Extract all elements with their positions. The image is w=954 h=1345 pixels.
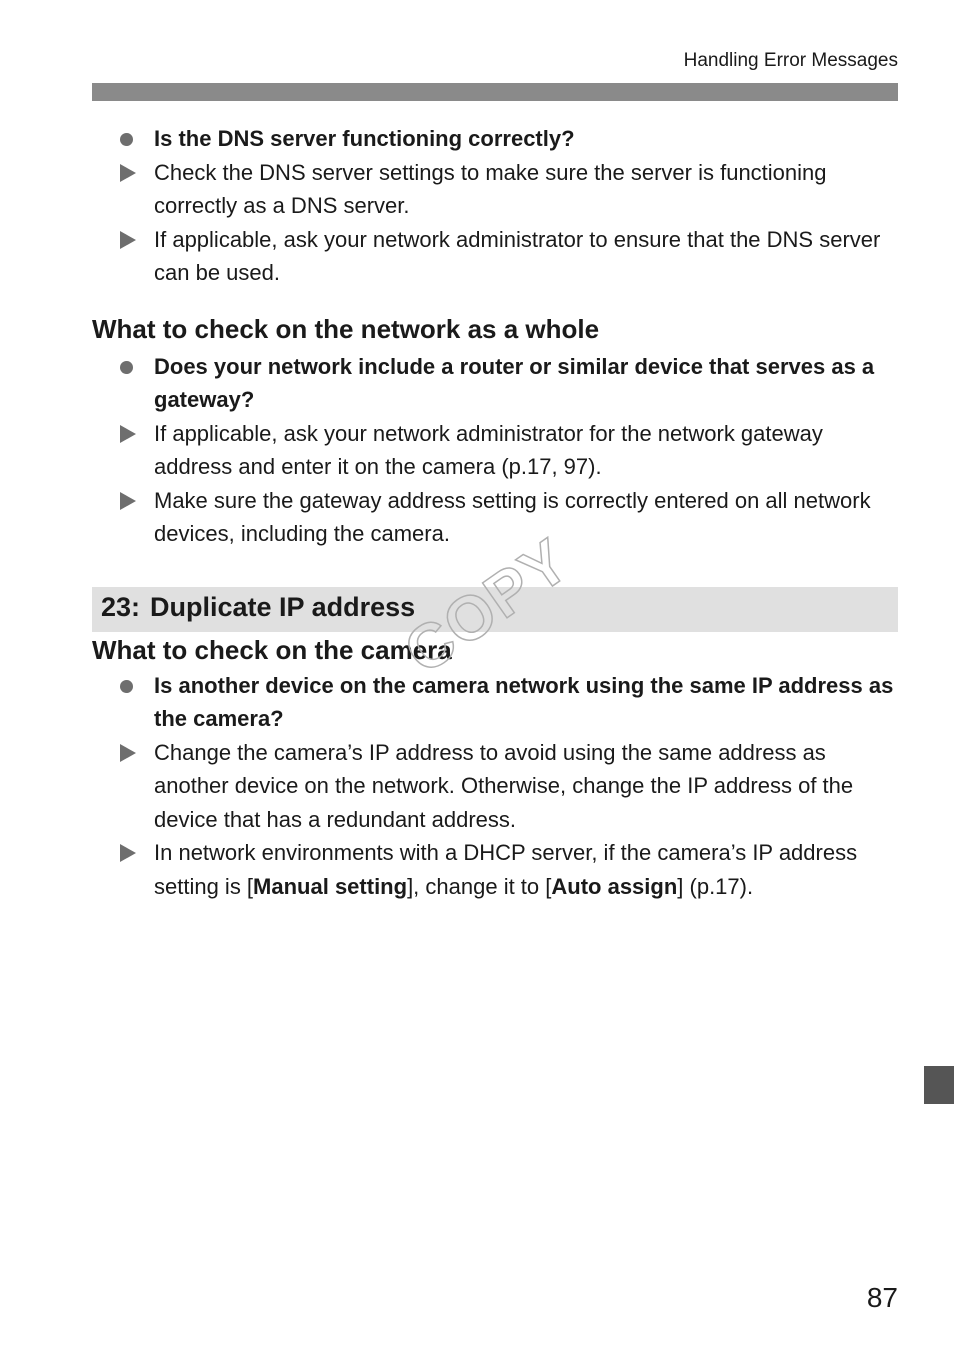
answer-text: If applicable, ask your network administrator for the network gateway address and enter it on the camera (p.17, 97). bbox=[154, 420, 823, 479]
answer-item bbox=[92, 156, 898, 223]
answer-text: If applicable, ask your network administrator to ensure that the DNS server can be used. bbox=[154, 226, 881, 285]
bullet-dot-icon bbox=[120, 669, 133, 703]
running-header: Handling Error Messages bbox=[683, 50, 898, 71]
answer-item bbox=[92, 223, 898, 290]
answer-item bbox=[92, 736, 898, 837]
bullet-dot-icon bbox=[120, 122, 133, 156]
answer-text-part: ], change it to [ bbox=[407, 873, 552, 899]
arrow-right-icon bbox=[120, 156, 136, 192]
answer-text-part: In network environments with a DHCP server, if the camera’s IP address setting is [ bbox=[154, 840, 858, 899]
section-heading-camera: What to check on the camera bbox=[92, 634, 452, 665]
answer-text: Check the DNS server settings to make sure the server is functioning correctly as a DNS server. bbox=[154, 159, 827, 218]
copy-watermark: COPY bbox=[392, 525, 583, 688]
chapter-tab bbox=[924, 1066, 954, 1104]
bullet-question bbox=[92, 669, 898, 736]
answer-item bbox=[92, 417, 898, 484]
arrow-right-icon bbox=[120, 836, 136, 872]
question-text: Does your network include a router or similar device that serves as a gateway? bbox=[154, 353, 875, 412]
page-number: 87 bbox=[866, 1282, 898, 1313]
section-heading-network: What to check on the network as a whole bbox=[92, 313, 600, 344]
arrow-right-icon bbox=[120, 736, 136, 772]
page-content bbox=[92, 122, 898, 903]
menu-setting-manual: Manual setting bbox=[253, 873, 408, 899]
arrow-right-icon bbox=[120, 417, 136, 453]
bullet-dot-icon bbox=[120, 350, 133, 384]
error-title: Duplicate IP address bbox=[150, 591, 416, 622]
arrow-right-icon bbox=[120, 223, 136, 259]
bullet-question bbox=[92, 350, 898, 417]
question-text: Is the DNS server functioning correctly? bbox=[154, 126, 575, 151]
question-text: Is another device on the camera network using the same IP address as the camera? bbox=[154, 672, 894, 731]
arrow-right-icon bbox=[120, 484, 136, 520]
bullet-question bbox=[92, 122, 898, 156]
menu-setting-auto: Auto assign bbox=[551, 873, 678, 899]
answer-item bbox=[92, 484, 898, 551]
answer-text: Make sure the gateway address setting is correctly entered on all network devices, including the camera. bbox=[154, 487, 871, 546]
error-code: 23: bbox=[101, 591, 141, 622]
header-rule bbox=[92, 83, 898, 101]
answer-text bbox=[154, 840, 857, 899]
answer-item bbox=[92, 836, 898, 903]
answer-text: Change the camera’s IP address to avoid using the same address as another device on the network. Otherwise, change the IP address of the device that has a redundant address. bbox=[154, 739, 854, 832]
answer-text-part: ] (p.17). bbox=[677, 873, 754, 899]
